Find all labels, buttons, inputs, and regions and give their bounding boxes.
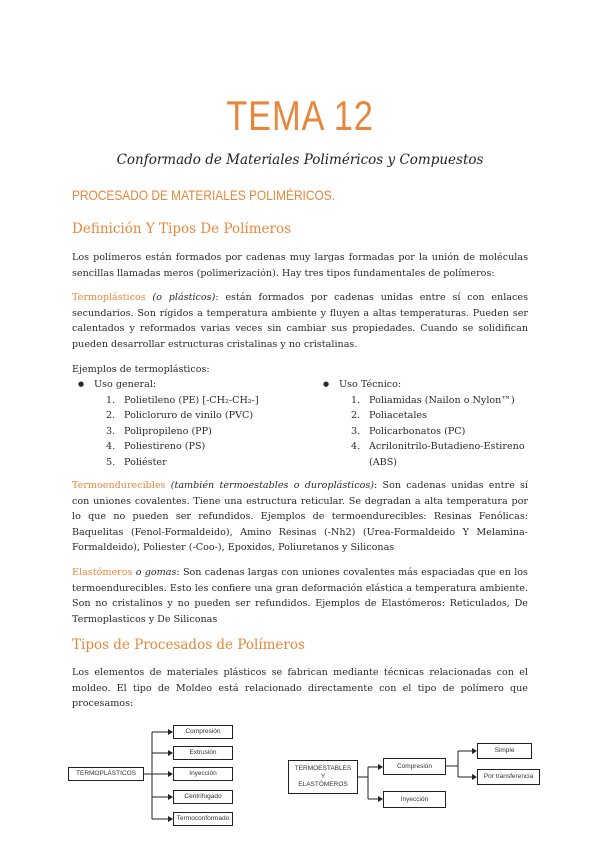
procesados-heading: Tipos de Procesados de Polímeros [72, 637, 305, 653]
list-item: 1. Polietileno (PE) [-CH₂-CH₂-] [106, 394, 259, 406]
diagram-node-inyeccion-2: Inyección [383, 791, 446, 808]
list-item: 3. Policarbonatos (PC) [351, 425, 466, 437]
diagram-node-compresion-2: Compresión [383, 758, 446, 775]
elastomeros-paragraph [72, 565, 528, 627]
general-use-label: ● Uso general: [78, 377, 308, 393]
elastomeros-text: : Son cadenas largas con uniones covalentes más espaciadas que en los termoendurecibles. Esto les confiere una gran deformación elástica a temperatura ambiente. Son no cristalinos y no pueden ser refundidos. Ejemplos de Elastómeros: Reticulados, De Termoplasticos y De Siliconas [72, 567, 528, 625]
diagram-node-centrifugado: Centrifugado [173, 790, 233, 804]
termoendurecibles-term: Termoendurecibles [72, 480, 166, 491]
diagram-node-extrusion: Extrusión [173, 746, 233, 760]
list-item: 4. Poliestireno (PS) [106, 441, 206, 452]
termoplasticos-text: : están formados por cadenas unidas entre sí con enlaces secundarios. Son rígidos a temperatura ambiente y fluyen a altas temperaturas. Pueden ser calentados y reformados varias veces sin cambiar sus propiedades. Cuando se solidifican pueden desarrollar estructuras cristalinas y no cristalinas. [72, 292, 528, 350]
elastomeros-alias: o gomas [132, 567, 177, 578]
list-item: 1. Poliamidas (Nailon o Nylon™) [351, 394, 515, 406]
diagram-termoestables-root: TERMOESTABLES Y ELASTÓMEROS [288, 760, 358, 794]
section-heading: PROCESADO DE MATERIALES POLIMÉRICOS. [72, 187, 335, 203]
diagram-termoplasticos-root: TERMOPLÁSTICOS [68, 767, 144, 781]
list-item: 5. Poliéster [106, 456, 167, 468]
page-title: TEMA 12 [226, 92, 374, 139]
molding-diagram [60, 720, 550, 835]
diagram-node-compresion: Compresión [173, 725, 233, 739]
list-item: (ABS) [369, 456, 398, 468]
general-use-list [78, 377, 308, 470]
technical-use-list [323, 377, 533, 470]
diagram-node-inyeccion: Inyección [173, 767, 233, 781]
elastomeros-term: Elastómeros [72, 567, 133, 578]
list-item: 3. Polipropileno (PP) [106, 425, 212, 437]
procesados-intro: Los elementos de materiales plásticos se fabrican mediante técnicas relacionadas con el moldeo. El tipo de Moldeo está relacionado directamente con el tipo de polímero que procesamos: [72, 667, 528, 709]
diagram-node-simple: Simple [477, 743, 532, 759]
page-subtitle: Conformado de Materiales Poliméricos y Compuestos [116, 152, 484, 168]
termoendurecibles-text: : Son cadenas unidas entre sí con uniones covalentes. Tiene una estructura reticular. Se degradan a alta temperatura por lo que no pueden ser refundidos. Ejemplos de termoendurecibles: Resinas Fenólicas: Baquelitas (Fenol-Formaldeido), Amino Resinas (-Nh2) (Urea-Formaldeido Y Melamina-Formaldeido), Poliester (-Coo-), Epoxidos, Poliuretanos y Siliconas [72, 480, 528, 553]
termoendurecibles-paragraph [72, 478, 528, 556]
technical-use-label: ● Uso Técnico: [323, 377, 533, 393]
definition-heading: Definición Y Tipos De Polímeros [72, 221, 292, 237]
list-item: 2. Policloruro de vinilo (PVC) [106, 410, 254, 421]
termoplasticos-term: Termoplásticos [72, 292, 146, 303]
termoplasticos-paragraph [72, 290, 528, 352]
list-item: 4. Acrilonitrilo-Butadieno-Estireno [351, 441, 525, 452]
termoplasticos-alias: (o plásticos) [145, 292, 216, 303]
list-item: 2. Poliacetales [351, 410, 427, 421]
definition-intro: Los polímeros están formados por cadenas muy largas formadas por la unión de moléculas sencillas llamadas meros (polimerización). Hay tres tipos fundamentales de polímeros: [72, 252, 528, 279]
examples-heading: Ejemplos de termoplásticos: [72, 364, 210, 375]
termoendurecibles-alias: (también termoestables o duroplásticos) [165, 480, 375, 491]
diagram-node-termoconformado: Termoconformado [173, 812, 233, 826]
diagram-node-por-transferencia: Por transferencia [477, 769, 540, 785]
